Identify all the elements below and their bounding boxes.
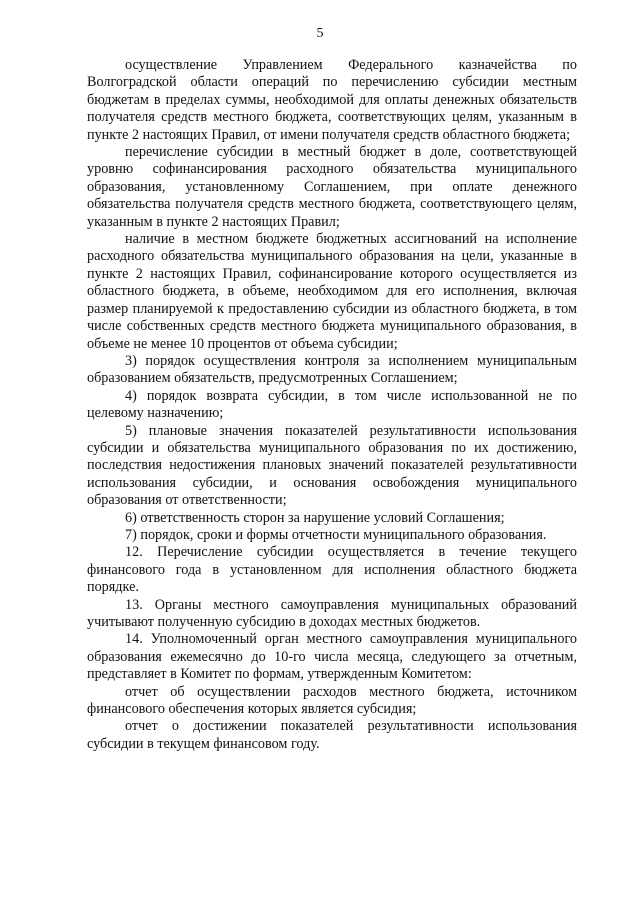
paragraph-item-6-responsibility: 6) ответственность сторон за нарушение условий Соглашения; bbox=[125, 509, 505, 526]
document-body bbox=[87, 57, 577, 753]
paragraph-indicators-report: отчет о достижении показателей результативности использования субсидии в текущем финансовом году. bbox=[87, 718, 577, 752]
paragraph-subsidy-transfer-share: перечисление субсидии в местный бюджет в доле, соответствующей уровню софинансирования расходного обязательства муниципального образования, установленному Соглашением, при оплате денежного обязательства получателя средств местного бюджета, соответствующего целям, указанным в пункте 2 настоящих Правил; bbox=[87, 144, 577, 230]
paragraph-treasury-operations: осуществление Управлением Федерального казначейства по Волгоградской области операций по перечислению субсидии местным бюджетам в пределах суммы, необходимой для оплаты денежных обязательств получателя средств местного бюджета, соответствующих целям, указанным в пункте 2 настоящих Правил, от имени получателя средств областного бюджета; bbox=[87, 57, 577, 143]
page-number: 5 bbox=[316, 26, 324, 41]
paragraph-budget-allocations: наличие в местном бюджете бюджетных ассигнований на исполнение расходного обязательства муниципального образования на цели, указанные в пункте 2 настоящих Правил, софинансирование которого осуществляется из областного бюджета, в объеме, необходимом для его исполнения, включая размер планируемой к предоставлению субсидии из областного бюджета, в том числе собственных средств местного бюджета муниципального образования, в объеме не менее 10 процентов от объема субсидии; bbox=[87, 231, 577, 352]
paragraph-section-13: 13. Органы местного самоуправления муниципальных образований учитывают полученную субсидию в доходах местных бюджетов. bbox=[87, 596, 577, 630]
paragraph-item-7-reporting: 7) порядок, сроки и формы отчетности муниципального образования. bbox=[125, 526, 547, 543]
paragraph-expense-report: отчет об осуществлении расходов местного бюджета, источником финансового обеспечения которых является субсидия; bbox=[87, 683, 577, 718]
paragraph-section-12: 12. Перечисление субсидии осуществляется в течение текущего финансового года в установленном для исполнения областного бюджета порядке. bbox=[87, 544, 577, 596]
paragraph-item-3-control: 3) порядок осуществления контроля за исполнением муниципальным образованием обязательств, предусмотренных Соглашением; bbox=[87, 352, 577, 387]
paragraph-item-4-return: 4) порядок возврата субсидии, в том числе использованной не по целевому назначению; bbox=[87, 387, 577, 422]
paragraph-section-14: 14. Уполномоченный орган местного самоуправления муниципального образования ежемесячно до 10-го числа месяца, следующего за отчетным, представляет в Комитет по формам, утвержденным Комитетом: bbox=[87, 631, 577, 683]
paragraph-item-5-indicators: 5) плановые значения показателей результативности использования субсидии и обязательства муниципального образования по их достижению, последствия недостижения плановых значений показателей результативности использования субсидии, и основания освобождения муниципального образования от ответственности; bbox=[87, 422, 577, 509]
